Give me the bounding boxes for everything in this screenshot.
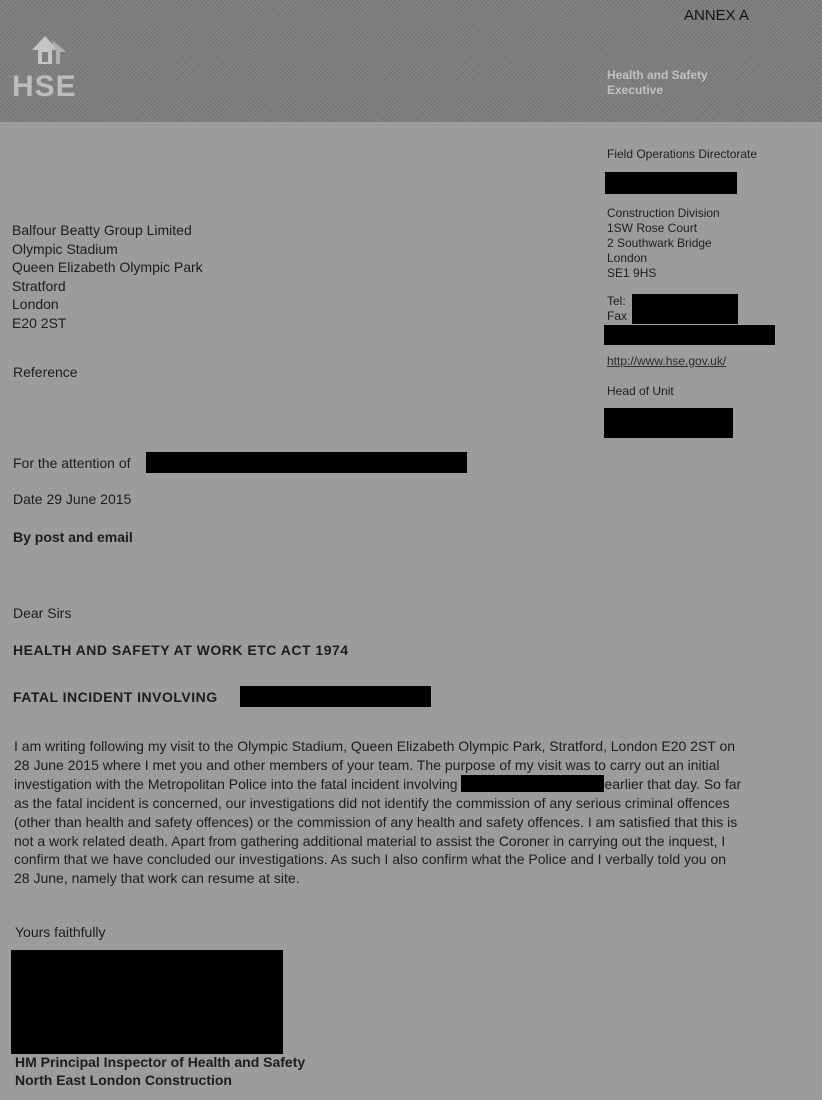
letter-body: I am writing following my visit to the Olympic Stadium, Queen Elizabeth Olympic Park, Stratford, London E20 2ST on 28 June 2015 where I met you and other members of your team. The purpose of my visit was to carry out an initial investigation with the Metropolitan Police into the fatal incident involving earlier that day. So far as the fatal incident is concerned, our investigations did not identify the commission of any serious criminal offences (other than health and safety offences) or the commission of any health and safety offences. I am satisfied that this is not a work related death. Apart from gathering additional material to assist the Coroner in carrying out the inquest, I confirm that we have concluded our investigations. As such I also confirm what the Police and I verbally told you on 28 June, namely that work can resume at site.	[14, 738, 742, 887]
signature-redaction	[11, 950, 283, 1054]
redaction-block	[461, 775, 604, 792]
heading-act: HEALTH AND SAFETY AT WORK ETC ACT 1974	[13, 642, 349, 658]
redaction-block	[632, 294, 738, 324]
website-link[interactable]: http://www.hse.gov.uk/	[607, 354, 727, 368]
reference-label: Reference	[13, 364, 78, 380]
redaction-block	[146, 452, 467, 473]
fax-label: Fax	[607, 309, 628, 323]
redaction-block	[604, 408, 733, 438]
delivery-method: By post and email	[13, 529, 133, 545]
recipient-address: Balfour Beatty Group Limited Olympic Stadium Queen Elizabeth Olympic Park Stratford London E20 2ST	[12, 222, 203, 331]
logo-text: HSE	[12, 70, 77, 103]
signatory-unit: North East London Construction	[15, 1072, 232, 1088]
head-of-unit-label: Head of Unit	[607, 384, 674, 398]
signatory-title: HM Principal Inspector of Health and Safety	[15, 1054, 306, 1070]
date-line: Date 29 June 2015	[13, 491, 132, 507]
attention-line: For the attention of	[13, 455, 131, 471]
heading-incident: FATAL INCIDENT INVOLVING	[13, 689, 218, 705]
tel-label: Tel:	[607, 294, 626, 308]
office-address: Construction Division 1SW Rose Court 2 Southwark Bridge London SE1 9HS	[607, 206, 720, 280]
organisation-name: Health and Safety Executive	[607, 68, 708, 97]
annex-label: ANNEX A	[684, 7, 750, 24]
directorate: Field Operations Directorate	[607, 147, 758, 161]
redaction-block	[604, 325, 775, 345]
closing: Yours faithfully	[15, 924, 106, 940]
salutation: Dear Sirs	[13, 605, 72, 621]
redaction-block	[240, 686, 431, 707]
redaction-block	[605, 172, 737, 194]
